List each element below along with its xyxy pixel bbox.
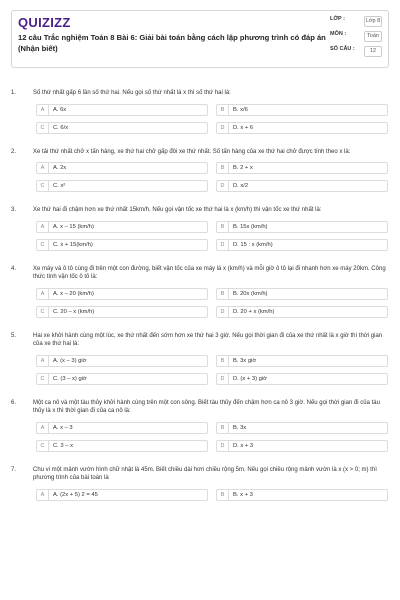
answer-options [36, 288, 389, 318]
question-number: 1. [11, 90, 17, 96]
answer-option[interactable] [216, 355, 388, 367]
answer-text: C. x² [53, 183, 66, 189]
question-number: 3. [11, 207, 17, 213]
question-line [11, 399, 389, 416]
answer-letter: A [37, 356, 49, 366]
answer-options [36, 221, 389, 251]
answer-option[interactable] [36, 422, 208, 434]
answer-option[interactable] [216, 373, 388, 385]
answer-letter: D [217, 181, 229, 191]
question-item [11, 466, 389, 501]
answer-letter: B [217, 105, 229, 115]
answer-options [36, 162, 389, 192]
answer-letter: C [37, 240, 49, 250]
answer-letter: C [37, 374, 49, 384]
answer-options [36, 489, 389, 501]
answer-option[interactable] [216, 306, 388, 318]
answer-option[interactable] [36, 239, 208, 251]
question-item [11, 399, 389, 452]
answer-text: B. x/6 [233, 106, 248, 113]
answer-letter: A [37, 490, 49, 500]
answer-letter: A [37, 163, 49, 173]
answer-text: A. 2x [53, 165, 67, 171]
meta-label: MÔN : [330, 31, 347, 37]
answer-option[interactable] [216, 239, 388, 251]
meta-label: SỐ CÂU : [330, 46, 355, 52]
answer-text: D. x/2 [233, 183, 249, 189]
question-line [11, 148, 389, 157]
answer-letter: D [217, 374, 229, 384]
answer-letter: B [217, 222, 229, 232]
answer-text: A. (x – 3) giờ [53, 357, 87, 364]
answer-text: D. 15 : x (km/h) [233, 241, 273, 248]
answer-option[interactable] [216, 122, 388, 134]
answer-text: C. 3 – x [53, 442, 73, 449]
answer-option[interactable] [36, 489, 208, 501]
question-item [11, 89, 389, 134]
answer-option[interactable] [36, 221, 208, 233]
answer-text: B. 15x (km/h) [233, 223, 268, 230]
question-number: 5. [11, 332, 17, 339]
answer-options [36, 355, 389, 385]
answer-text: D. (x + 3) giờ [233, 375, 267, 382]
question-line [11, 89, 389, 98]
question-item [11, 206, 389, 251]
answer-option[interactable] [36, 373, 208, 385]
answer-text: D. x + 3 [233, 442, 254, 449]
worksheet-header [11, 10, 389, 68]
answer-option[interactable] [216, 288, 388, 300]
answer-letter: A [37, 289, 49, 299]
question-line [11, 206, 389, 215]
answer-letter: D [217, 123, 229, 133]
answer-letter: C [37, 441, 49, 451]
answer-text: B. 3x giờ [233, 357, 257, 364]
answer-option[interactable] [216, 104, 388, 116]
meta-value: 12 [364, 46, 382, 57]
answer-option[interactable] [36, 355, 208, 367]
answer-text: A. x – 15 (km/h) [53, 223, 94, 230]
question-line [11, 466, 389, 483]
answer-option[interactable] [36, 440, 208, 452]
answer-option[interactable] [216, 489, 388, 501]
answer-option[interactable] [36, 306, 208, 318]
meta-value: Lớp 8 [364, 16, 382, 27]
question-number: 2. [11, 148, 17, 155]
answer-text: D. x + 6 [233, 124, 254, 131]
answer-letter: B [217, 289, 229, 299]
answer-text: D. 20 + x (km/h) [233, 308, 275, 315]
answer-letter: A [37, 222, 49, 232]
answer-text: C. 20 – x (km/h) [53, 308, 95, 315]
answer-text: A. x – 3 [53, 424, 73, 431]
answer-text: A. x – 20 (km/h) [53, 290, 94, 297]
worksheet-meta [330, 16, 382, 61]
meta-row-class [330, 16, 382, 27]
question-number: 7. [11, 466, 17, 473]
answer-letter: C [37, 181, 49, 191]
question-text: Một ca nô và một tàu thủy khởi hành cùng trên một con sông. Biết tàu thủy đến chậm hơn ca nô 3 giờ. Nếu gọi thời gian đi của tàu thủy là x thì thời gian đi của ca nô là: [33, 399, 380, 414]
meta-value: Toán [364, 31, 382, 42]
answer-option[interactable] [216, 162, 388, 174]
answer-letter: C [37, 307, 49, 317]
answer-letter: C [37, 123, 49, 133]
answer-option[interactable] [216, 422, 388, 434]
answer-letter: D [217, 240, 229, 250]
answer-text: B. 3x [233, 424, 247, 431]
answer-text: B. x + 3 [233, 491, 253, 498]
answer-options [36, 104, 389, 134]
question-text: Xe máy và ô tô cùng đi trên một con đường, biết vận tốc của xe máy là x (km/h) và mỗi giờ ô tô lại đi nhanh hơn xe máy 20km. Công thức tính vận tốc ô tô là: [33, 265, 386, 280]
answer-option[interactable] [36, 122, 208, 134]
answer-text: A. 6x [53, 106, 67, 113]
question-line [11, 265, 389, 282]
question-item [11, 265, 389, 318]
question-text: Xe thứ hai đi chậm hơn xe thứ nhất 15km/h. Nếu gọi vận tốc xe thứ hai là x (km/h) thì vận tốc xe thứ nhất là: [33, 207, 322, 213]
answer-option[interactable] [36, 104, 208, 116]
answer-letter: B [217, 163, 229, 173]
answer-option[interactable] [36, 288, 208, 300]
answer-letter: B [217, 490, 229, 500]
question-list [11, 89, 389, 515]
answer-letter: B [217, 356, 229, 366]
answer-option[interactable] [216, 440, 388, 452]
answer-letter: A [37, 105, 49, 115]
worksheet-title: 12 câu Trắc nghiệm Toán 8 Bài 6: Giải bài toán bằng cách lập phương trình có đáp án (Nhận biết) [18, 33, 326, 53]
answer-text: C. x + 15(km/h) [53, 241, 93, 248]
answer-option[interactable] [36, 162, 208, 174]
answer-letter: B [217, 423, 229, 433]
question-line [11, 332, 389, 349]
answer-text: B. 20x (km/h) [233, 290, 268, 297]
question-text: Hai xe khởi hành cùng một lúc, xe thứ nhất đến sớm hơn xe thứ hai 3 giờ. Nếu gọi thời gian đi của xe thứ nhất là x giờ thì thời gian của xe thứ hai là: [33, 332, 383, 347]
question-text: Xe tải thứ nhất chở x tấn hàng, xe thứ hai chở gấp đôi xe thứ nhất. Số tấn hàng của xe thứ hai chở được tính theo x là: [33, 148, 351, 155]
answer-options [36, 422, 389, 452]
question-number: 6. [11, 399, 17, 406]
answer-text: C. 6/x [53, 124, 69, 131]
answer-letter: D [217, 441, 229, 451]
question-text: Chu vi một mảnh vườn hình chữ nhật là 45m. Biết chiều dài hơn chiều rộng 5m. Nếu gọi chiều rộng mảnh vườn là x (x > 0; m) thì phương trình của bài toán là [33, 466, 377, 481]
quizizz-logo: QUIZIZZ [18, 15, 71, 30]
question-text: Số thứ nhất gấp 6 lần số thứ hai. Nếu gọi số thứ nhất là x thì số thứ hai là: [33, 90, 231, 96]
meta-label: LỚP : [330, 16, 345, 22]
answer-letter: A [37, 423, 49, 433]
question-number: 4. [11, 265, 17, 272]
answer-letter: D [217, 307, 229, 317]
question-item [11, 148, 389, 193]
answer-text: A. (2x + 5) 2 = 45 [53, 491, 98, 498]
answer-text: B. 2 + x [233, 165, 253, 171]
answer-option[interactable] [36, 180, 208, 192]
meta-row-count [330, 46, 382, 57]
answer-text: C. (3 – x) giờ [53, 375, 87, 382]
question-item [11, 332, 389, 385]
meta-row-subject [330, 31, 382, 42]
answer-option[interactable] [216, 221, 388, 233]
answer-option[interactable] [216, 180, 388, 192]
